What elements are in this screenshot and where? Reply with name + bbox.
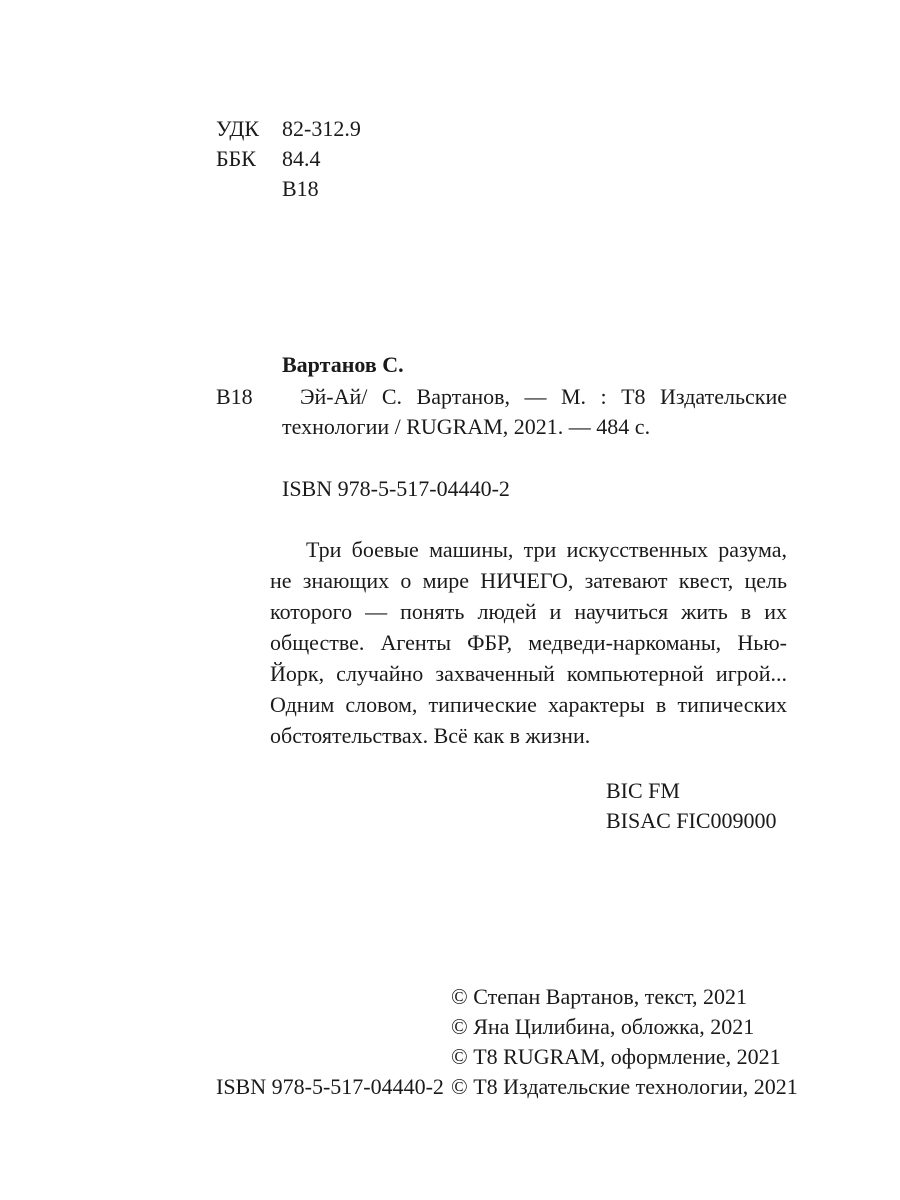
bisac-code: BISAC FIC009000 [606, 808, 777, 833]
annotation-paragraph: Три боевые машины, три искусственных разума, не знающих о мире НИЧЕГО, затевают квест, цель которого — понять людей и научиться жить в их обществе. Агенты ФБР, медведи-наркоманы, Нью-Йорк, случайно захваченный компьютерной игрой... Одним словом, типические характеры в типических обстоятельствах. Всё как в жизни. [270, 537, 787, 748]
catalog-code: В18 [216, 384, 253, 409]
copyright-line: © Степан Вартанов, текст, 2021 [451, 984, 747, 1009]
bic-code: BIC FM [606, 778, 680, 803]
isbn-record: ISBN 978-5-517-04440-2 [282, 476, 510, 501]
author-name: Вартанов С. [282, 352, 404, 377]
udk-value: 82-312.9 [282, 116, 361, 141]
bibliographic-line-1: Эй-Ай/ С. Вартанов, — М. : Т8 Издательские [300, 384, 787, 409]
bbk-value: 84.4 [282, 146, 321, 171]
copyright-line: © Яна Цилибина, обложка, 2021 [451, 1014, 755, 1039]
copyright-line: © Т8 RUGRAM, оформление, 2021 [451, 1044, 781, 1069]
copyright-line: © Т8 Издательские технологии, 2021 [451, 1074, 798, 1099]
udk-label: УДК [216, 116, 260, 141]
bbk-label: ББК [216, 146, 256, 171]
author-mark: В18 [282, 176, 319, 201]
bibliographic-line-2: технологии / RUGRAM, 2021. — 484 с. [282, 414, 651, 439]
isbn-footer: ISBN 978-5-517-04440-2 [216, 1074, 444, 1099]
